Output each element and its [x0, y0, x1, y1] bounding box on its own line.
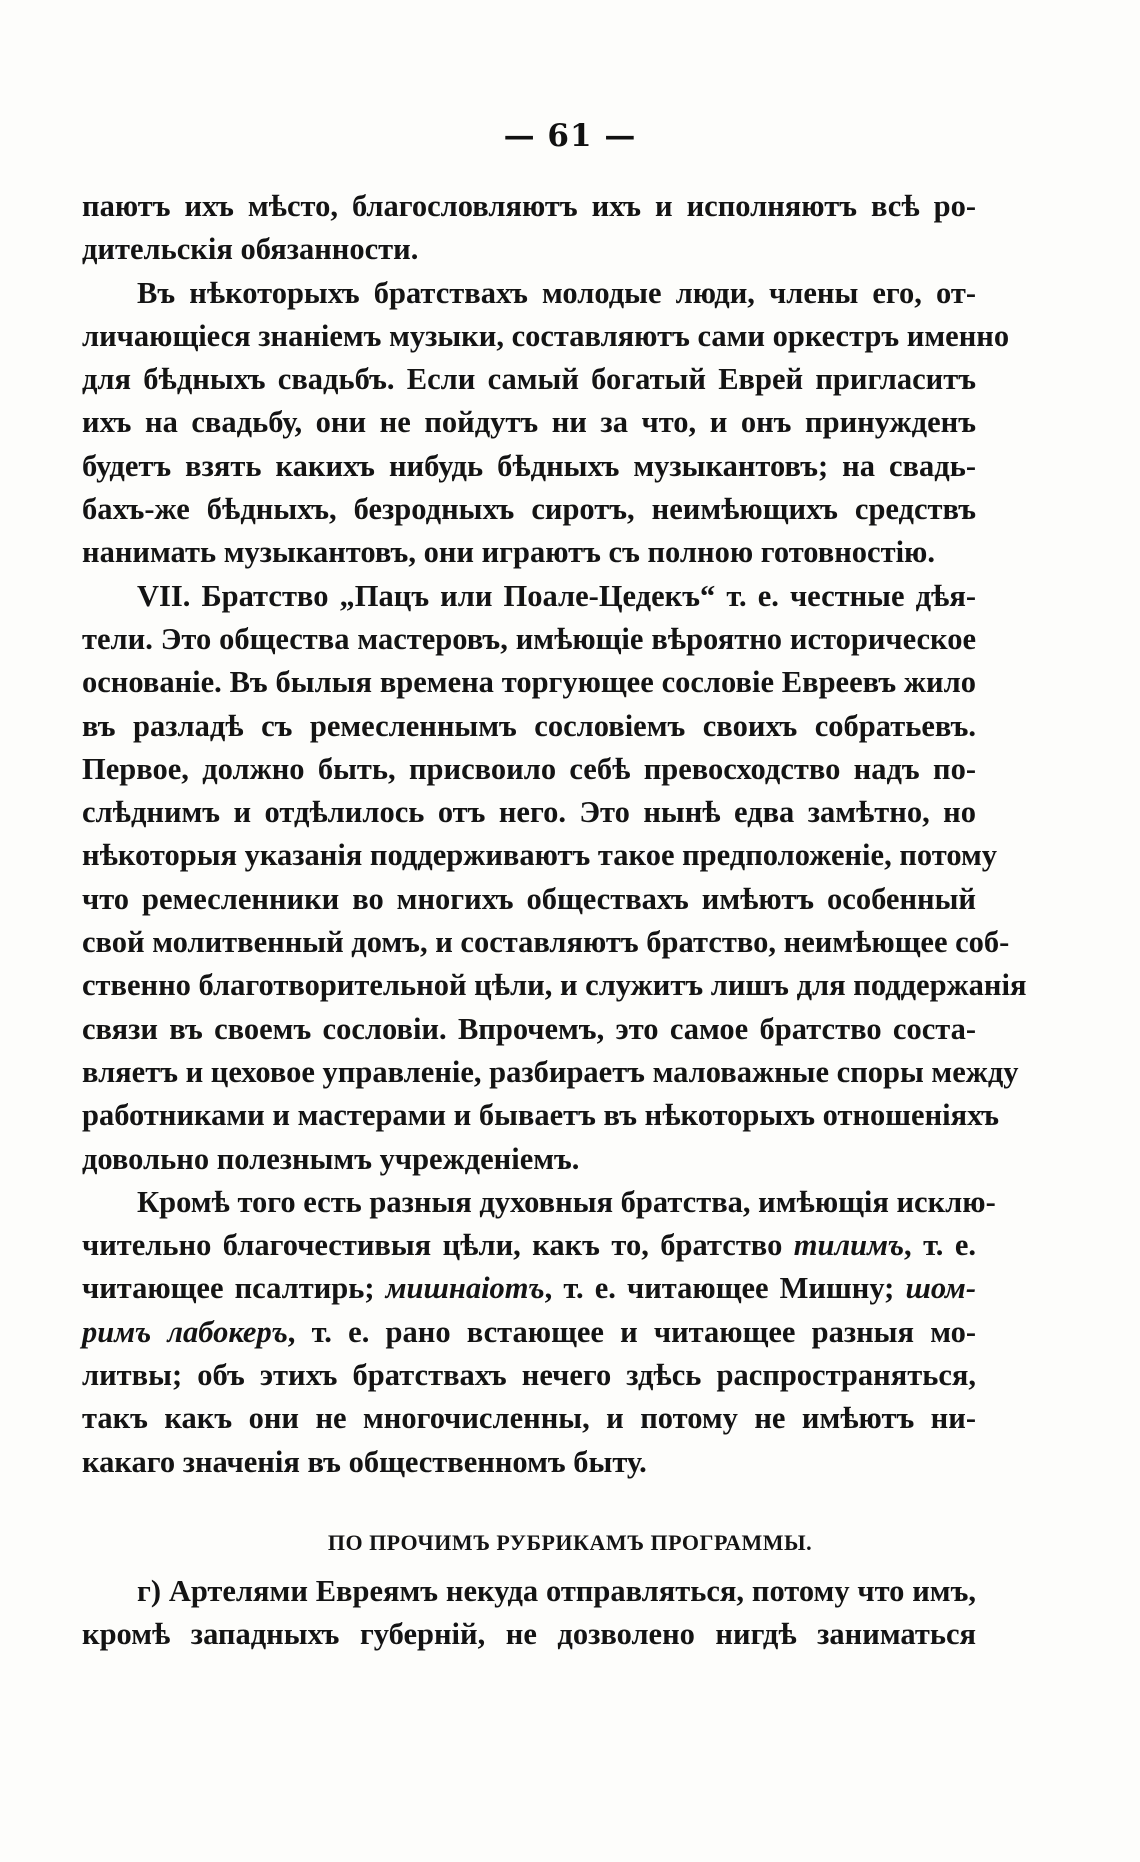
paragraph-4: [82, 1181, 996, 1484]
italic-term: шом-: [905, 1271, 976, 1306]
text-line: связи въ своемъ сословіи. Впрочемъ, это самое братство соста-: [82, 1011, 976, 1046]
text-line: Первое, должно быть, присвоило себѣ превосходство надъ по-: [82, 751, 976, 786]
text-line: литвы; объ этихъ братствахъ нечего здѣсь распространяться,: [82, 1358, 976, 1393]
paragraph-5: [82, 1570, 976, 1657]
body-text-continued: [82, 1570, 976, 1657]
text-line: будетъ взять какихъ нибудь бѣдныхъ музыкантовъ; на свадь-: [82, 448, 976, 483]
text-line: довольно полезнымъ учрежденіемъ.: [82, 1141, 580, 1176]
text-run: , т. е. рано встающее и читающее разныя мо-: [287, 1314, 976, 1349]
text-line: Въ нѣкоторыхъ братствахъ молодые люди, члены его, от-: [137, 275, 976, 310]
text-line: ственно благотворительной цѣли, и служитъ лишъ для поддержанія: [82, 968, 1027, 1003]
text-line: что ремесленники во многихъ обществахъ имѣютъ особенный: [82, 881, 976, 916]
text-line: паютъ ихъ мѣсто, благословляютъ ихъ и исполняютъ всѣ ро-: [82, 189, 976, 223]
text-line: нѣкоторыя указанія поддерживаютъ такое предположеніе, потому: [82, 838, 998, 873]
text-line: вляетъ и цеховое управленіе, разбираетъ маловажные споры между: [82, 1054, 1019, 1089]
paragraph-3: [82, 575, 1027, 1181]
text-run: чительно благочестивыя цѣли, какъ то, братство: [82, 1228, 794, 1263]
italic-term: мишнаіотъ: [385, 1271, 545, 1306]
text-line: [82, 1224, 976, 1267]
text-line: ихъ на свадьбу, они не пойдутъ ни за что, и онъ принужденъ: [82, 405, 976, 440]
text-line: такъ какъ они не многочисленны, и потому не имѣютъ ни-: [82, 1401, 976, 1436]
section-heading: ПО ПРОЧИМЪ РУБРИКАМЪ ПРОГРАММЫ.: [327, 1530, 813, 1555]
text-run: , т. е.: [904, 1228, 976, 1263]
text-line: бахъ-же бѣдныхъ, безродныхъ сиротъ, неимѣющихъ средствъ: [82, 492, 976, 527]
text-line: въ разладѣ съ ремесленнымъ сословіемъ своихъ собратьевъ.: [82, 708, 976, 743]
text-line: работниками и мастерами и бываетъ въ нѣкоторыхъ отношеніяхъ: [82, 1098, 1000, 1133]
text-line: дительскія обязанности.: [82, 232, 419, 267]
text-line: личающіеся знаніемъ музыки, составляютъ сами оркестръ именно: [82, 318, 1010, 353]
paragraph-1: [82, 185, 976, 272]
text-line: нанимать музыкантовъ, они играютъ съ полною готовностію.: [82, 535, 935, 570]
text-line: [82, 1311, 976, 1354]
text-line: [82, 1267, 976, 1310]
text-run: , т. е. читающее Мишну;: [544, 1271, 906, 1306]
page-number: — 61 —: [503, 118, 637, 154]
italic-term: тилимъ: [793, 1228, 905, 1263]
text-line: слѣднимъ и отдѣлилось отъ него. Это нынѣ едва замѣтно, но: [82, 795, 976, 830]
text-run: читающее псалтирь;: [82, 1271, 386, 1306]
paragraph-2: [82, 272, 1010, 575]
text-line: VII. Братство „Пацъ или Поале-Цедекъ“ т. е. честные дѣя-: [137, 578, 976, 613]
text-line: основаніе. Въ былыя времена торгующее сословіе Евреевъ жило: [82, 665, 976, 700]
italic-term: римъ лабокеръ: [82, 1314, 288, 1349]
text-line: для бѣдныхъ свадьбъ. Если самый богатый Еврей пригласитъ: [82, 362, 976, 397]
text-line: какаго значенія въ общественномъ быту.: [82, 1444, 647, 1479]
text-line: свой молитвенный домъ, и составляютъ братство, неимѣющее соб-: [82, 925, 1010, 960]
text-line: Кромѣ того есть разныя духовныя братства, имѣющія исклю-: [137, 1184, 996, 1219]
text-line: кромѣ западныхъ губерній, не дозволено нигдѣ заниматься: [82, 1617, 976, 1652]
text-line: г) Артелями Евреямъ некуда отправляться, потому что имъ,: [137, 1574, 976, 1608]
body-text: [82, 185, 1027, 1484]
text-line: тели. Это общества мастеровъ, имѣющіе вѣроятно историческое: [82, 621, 976, 656]
